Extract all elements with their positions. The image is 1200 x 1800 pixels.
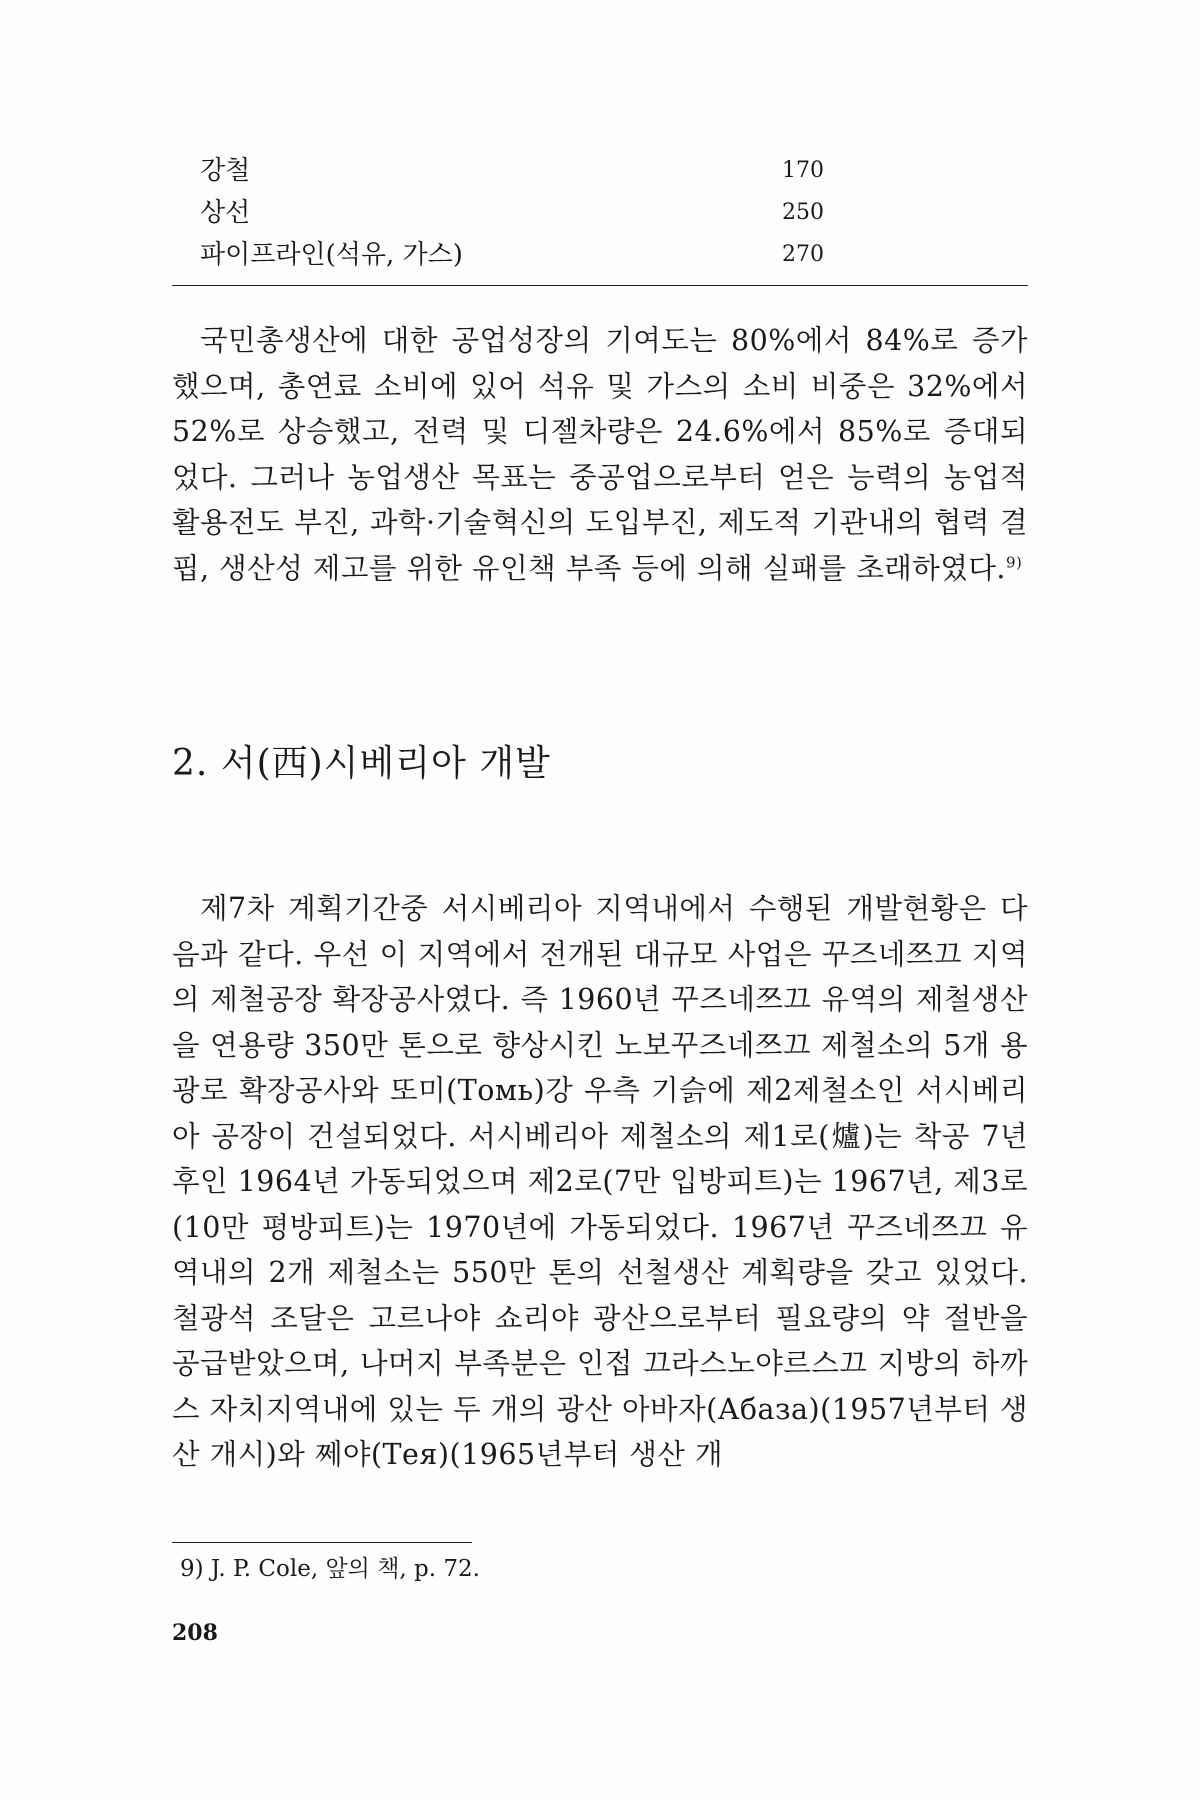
table-cell-value: 250 [782, 200, 824, 225]
footnote-reference: 9) [1005, 553, 1023, 571]
table-row [172, 150, 1028, 192]
footnote-rule [172, 1542, 472, 1543]
table-bottom-rule [172, 285, 1028, 286]
table-cell-label: 파이프라인(석유, 가스) [200, 240, 463, 270]
section-heading: 2. 서(西)시베리아 개발 [172, 743, 551, 784]
table-cell-label: 상선 [200, 198, 251, 228]
production-table [172, 150, 1028, 276]
page-number: 208 [172, 1620, 218, 1646]
table-cell-value: 170 [782, 158, 824, 183]
table-cell-label: 강철 [200, 156, 251, 186]
body-paragraph: 제7차 계획기간중 서시베리아 지역내에서 수행된 개발현황은 다음과 같다. 우선 이 지역에서 전개된 대규모 사업은 꾸즈네쯔끄 지역의 제철공장 확장공사였다. 즉 1960년 꾸즈네쯔끄 유역의 제철생산을 연용량 350만 톤으로 향상시킨 노보꾸즈네쯔끄 제철소의 5개 용광로 확장공사와 또미(Томь)강 우측 기슭에 제2제철소인 서시베리아 공장이 건설되었다. 서시베리아 제철소의 제1로(爐)는 착공 7년 후인 1964년 가동되었으며 제2로(7만 입방피트)는 1967년, 제3로(10만 평방피트)는 1970년에 가동되었다. 1967년 꾸즈네쯔끄 유역내의 2개 제철소는 550만 톤의 선철생산 계획량을 갖고 있었다. 철광석 조달은 고르나야 쇼리야 광산으로부터 필요량의 약 절반을 공급받았으며, 나머지 부족분은 인접 끄라스노야르스끄 지방의 하까스 자치지역내에 있는 두 개의 광산 아바자(Абаза)(1957년부터 생산 개시)와 쩨야(Тея)(1965년부터 생산 개 [172, 892, 1028, 1471]
paragraph-text: 국민총생산에 대한 공업성장의 기여도는 80%에서 84%로 증가했으며, 총연료 소비에 있어 석유 및 가스의 소비 비중은 32%에서 52%로 상승했고, 전력 및 디젤차량은 24.6%에서 85%로 증대되었다. 그러나 농업생산 목표는 중공업으로부터 얻은 능력의 농업적 활용전도 부진, 과학·기술혁신의 도입부진, 제도적 기관내의 협력 결핍, 생산성 제고를 위한 유인책 부족 등에 의해 실패를 초래하였다. [172, 324, 1028, 585]
table-row [172, 192, 1028, 234]
table-row [172, 234, 1028, 276]
table-cell-value: 270 [782, 242, 824, 267]
footnote: 9) J. P. Cole, 앞의 책, p. 72. [180, 1556, 480, 1582]
body-paragraph [172, 318, 1028, 591]
